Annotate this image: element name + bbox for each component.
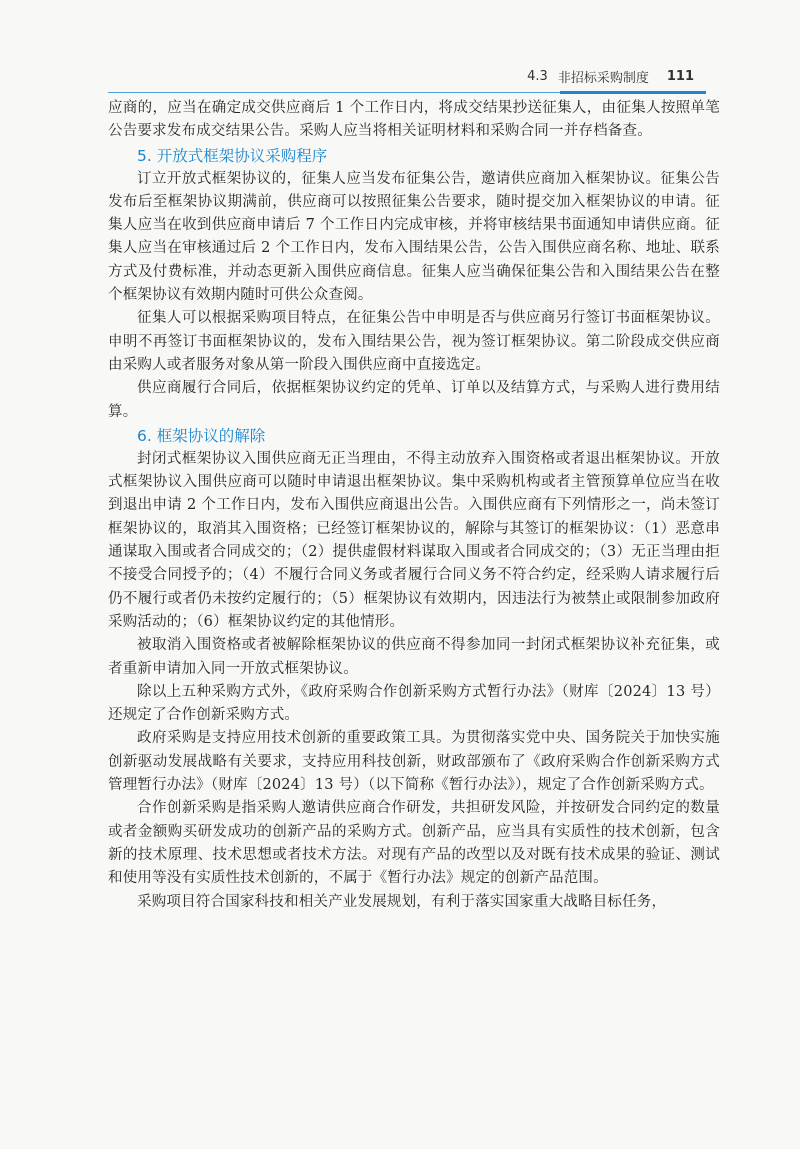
section-number: 4.3 (527, 68, 548, 84)
section-heading: 5. 开放式框架协议采购程序 (137, 146, 328, 165)
running-header (108, 64, 694, 88)
paragraph: 合作创新采购是指采购人邀请供应商合作研发，共担研发风险，并按研发合同约定的数量或者金额购买研发成功的创新产品的采购方式。创新产品，应当具有实质性的技术创新，包含新的技术原理、技术思想或者技术方法。对现有产品的改型以及对既有技术成果的验证、测试和使用等没有实质性技术创新的，不属于《暂行办法》规定的创新产品范围。 (108, 800, 720, 887)
paragraph: 封闭式框架协议入围供应商无正当理由，不得主动放弃入围资格或者退出框架协议。开放式框架协议入围供应商可以随时申请退出框架协议。集中采购机构或者主管预算单位应当在收到退出申请 2 个工作日内，发布入围供应商退出公告。入围供应商有下列情形之一，尚未签订框架协议的，取消其入围资格；已经签订框架协议的，解除与其签订的框架协议：（1）恶意串通谋取入围或者合同成交的；（2）提供虚假材料谋取入围或者合同成交的；（3）无正当理由拒不接受合同授予的；（4）不履行合同义务或者履行合同义务不符合约定，经采购人请求履行后仍不履行或者仍未按约定履行的；（5）框架协议有效期内，因违法行为被禁止或限制参加政府采购活动的；（6）框架协议约定的其他情形。 (108, 450, 720, 630)
section-heading: 6. 框架协议的解除 (137, 426, 266, 445)
body-text (108, 97, 720, 914)
paragraph: 征集人可以根据采购项目特点，在征集公告中申明是否与供应商另行签订书面框架协议。申明不再签订书面框架协议的，发布入围结果公告，视为签订框架协议。第二阶段成交供应商由采购人或者服务对象从第一阶段入围供应商中直接选定。 (108, 310, 720, 373)
paragraph: 订立开放式框架协议的，征集人应当发布征集公告，邀请供应商加入框架协议。征集公告发布后至框架协议期满前，供应商可以按照征集公告要求，随时提交加入框架协议的申请。征集人应当在收到供应商申请后 7 个工作日内完成审核，并将审核结果书面通知申请供应商。征集人应当在审核通过后 2 个工作日内，发布入围结果公告，公告入围供应商名称、地址、联系方式及付费标准，并动态更新入围供应商信息。征集人应当确保征集公告和入围结果公告在整个框架协议有效期内随时可供公众查阅。 (108, 170, 720, 304)
chapter-title: 非招标采购制度 (557, 70, 649, 86)
page-number: 111 (666, 68, 694, 84)
paragraph: 除以上五种采购方式外，《政府采购合作创新采购方式暂行办法》（财库〔2024〕13 号）还规定了合作创新采购方式。 (108, 683, 720, 724)
paragraph: 供应商履行合同后，依据框架协议约定的凭单、订单以及结算方式，与采购人进行费用结算。 (108, 380, 720, 420)
header-rule-accent (560, 91, 706, 94)
paragraph: 政府采购是支持应用技术创新的重要政策工具。为贯彻落实党中央、国务院关于加快实施创新驱动发展战略有关要求，支持应用科技创新，财政部颁布了《政府采购合作创新采购方式管理暂行办法》（财库〔2024〕13 号）（以下简称《暂行办法》），规定了合作创新采购方式。 (108, 730, 720, 794)
paragraph: 应商的，应当在确定成交供应商后 1 个工作日内，将成交结果抄送征集人，由征集人按照单笔公告要求发布成交结果公告。采购人应当将相关证明材料和采购合同一并存档备查。 (108, 100, 720, 140)
paragraph: 采购项目符合国家科技和相关产业发展规划，有利于落实国家重大战略目标任务， (137, 893, 667, 910)
paragraph: 被取消入围资格或者被解除框架协议的供应商不得参加同一封闭式框架协议补充征集，或者重新申请加入同一开放式框架协议。 (108, 637, 720, 677)
